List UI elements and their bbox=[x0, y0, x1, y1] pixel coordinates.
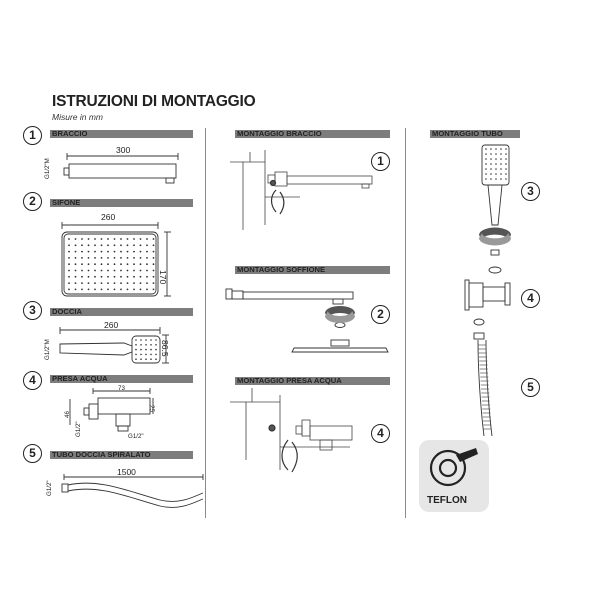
page-title: ISTRUZIONI DI MONTAGGIO bbox=[52, 93, 256, 110]
part-number-1: 1 bbox=[23, 126, 42, 145]
section-label-hose: MONTAGGIO TUBO bbox=[432, 129, 503, 138]
section-label-head: MONTAGGIO SOFFIONE bbox=[237, 265, 326, 274]
section-label-outlet: MONTAGGIO PRESA ACQUA bbox=[237, 376, 342, 385]
step-number-hose-4: 4 bbox=[521, 289, 540, 308]
dim-outlet-thread-left: G1/2" bbox=[75, 421, 82, 437]
dim-arm-thread: G1/2"M bbox=[44, 158, 51, 179]
dim-outlet-width: 73 bbox=[118, 385, 125, 392]
part-label-sifone: SIFONE bbox=[52, 198, 81, 207]
step-number-outlet: 4 bbox=[371, 424, 390, 443]
part-number-4: 4 bbox=[23, 371, 42, 390]
part-label-presa-acqua: PRESA ACQUA bbox=[52, 374, 108, 383]
dim-head-width: 260 bbox=[101, 212, 116, 222]
teflon-label: TEFLON bbox=[427, 495, 467, 506]
step-number-hose-3: 3 bbox=[521, 182, 540, 201]
dim-outlet-thread-bottom: G1/2" bbox=[128, 433, 144, 440]
part-number-2: 2 bbox=[23, 192, 42, 211]
step-number-arm: 1 bbox=[371, 152, 390, 171]
part-label-tubo-doccia-spiralato: TUBO DOCCIA SPIRALATO bbox=[52, 450, 151, 459]
dim-outlet-depth: 46 bbox=[64, 411, 71, 418]
dim-head-depth: 170 bbox=[158, 270, 168, 285]
section-label-arm: MONTAGGIO BRACCIO bbox=[237, 129, 322, 138]
part-number-3: 3 bbox=[23, 301, 42, 320]
part-label-braccio: BRACCIO bbox=[52, 129, 88, 138]
part-number-5: 5 bbox=[23, 444, 42, 463]
dim-hand-length: 260 bbox=[104, 320, 119, 330]
dim-hand-width: 86.5 bbox=[160, 340, 170, 357]
dim-hand-thread: G1/2"M bbox=[44, 339, 51, 360]
part-label-doccia: DOCCIA bbox=[52, 307, 82, 316]
dim-arm-length: 300 bbox=[116, 145, 131, 155]
dim-hose-length: 1500 bbox=[117, 467, 136, 477]
dim-outlet-height: 25 bbox=[148, 405, 155, 412]
dim-hose-thread: G1/2" bbox=[46, 480, 53, 496]
step-number-head: 2 bbox=[371, 305, 390, 324]
step-number-hose-5: 5 bbox=[521, 378, 540, 397]
page-subtitle: Misure in mm bbox=[52, 112, 104, 122]
